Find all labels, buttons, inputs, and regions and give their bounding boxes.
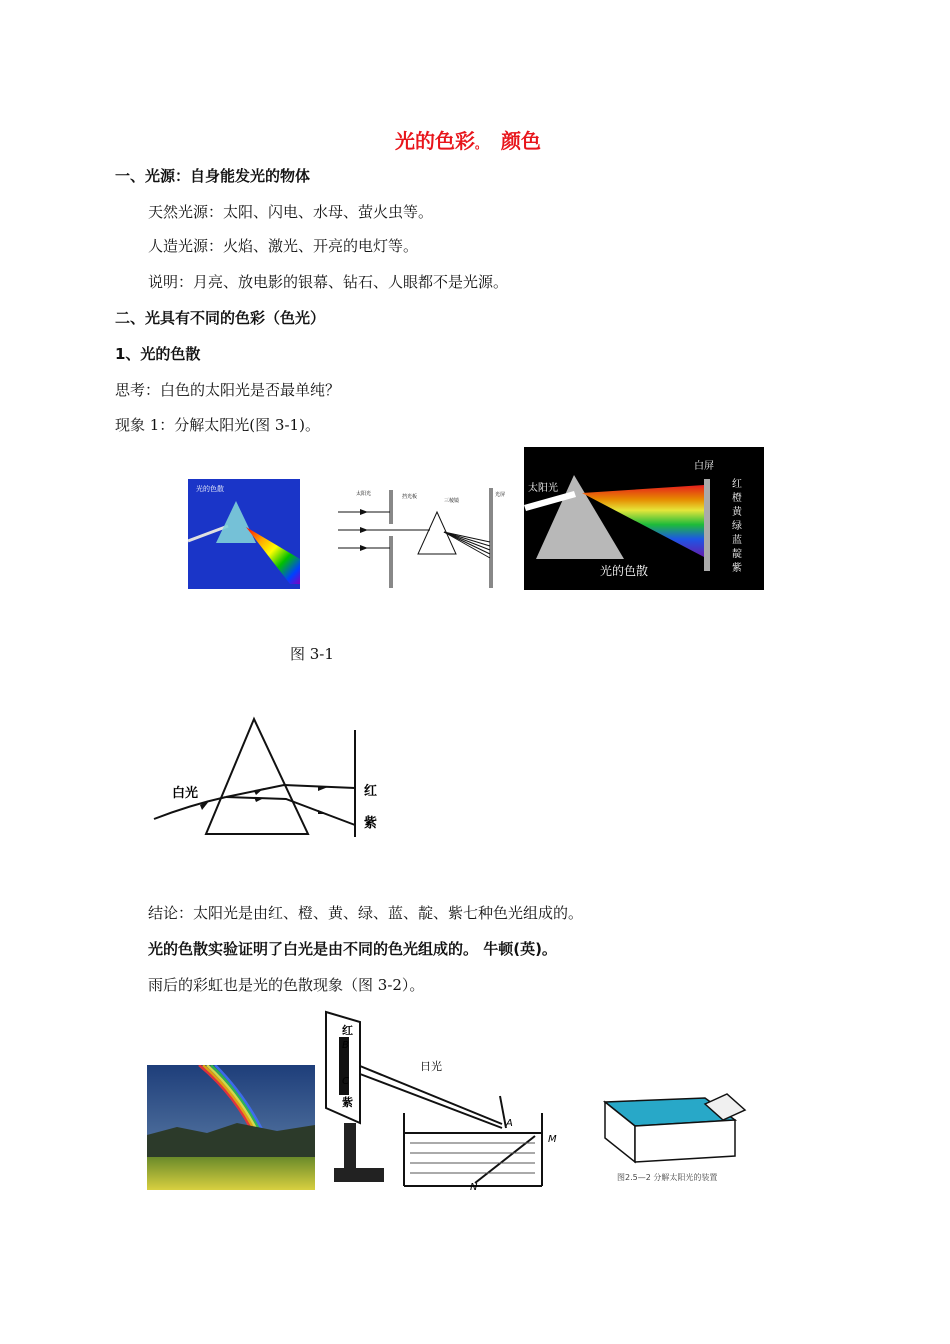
fig1c-color-red: 红 — [732, 479, 742, 490]
figure-sunlight-box-apparatus — [595, 1090, 760, 1190]
section2-heading: 二、光具有不同的色彩（色光） — [115, 309, 326, 327]
fig1c-color-violet: 紫 — [732, 563, 742, 574]
phenomenon-1: 现象 1：分解太阳光(图 3-1)。 — [115, 416, 320, 434]
figure-3-1-caption: 图 3-1 — [290, 645, 334, 663]
fig2-red-label: 红 — [364, 784, 378, 799]
fig1b-screen-label: 光屏 — [495, 492, 506, 498]
fig3b-n-label: N — [470, 1182, 478, 1193]
figure-rainbow-photo — [147, 1065, 315, 1190]
section1-heading: 一、光源：自身能发光的物体 — [115, 167, 311, 185]
figure-prism-blue — [188, 479, 300, 589]
fig1c-color-green: 绿 — [732, 521, 742, 532]
fig3b-sunlight-label: 日光 — [420, 1060, 442, 1073]
fig3b-b-label: B — [342, 1040, 349, 1051]
fig1c-color-yellow: 黄 — [732, 507, 742, 518]
note-non-sources: 说明：月亮、放电影的银幕、钻石、人眼都不是光源。 — [148, 273, 509, 291]
title-dot: 。 — [475, 137, 488, 151]
fig1c-color-orange: 橙 — [732, 493, 742, 504]
fig1b-prism-label: 三棱镜 — [444, 498, 460, 504]
fig1c-color-indigo: 靛 — [732, 549, 742, 560]
think-question: 思考：白色的太阳光是否最单纯？ — [115, 381, 341, 399]
newton-statement: 光的色散实验证明了白光是由不同的色光组成的。 牛顿(英)。 — [148, 940, 557, 958]
fig1a-label: 光的色散 — [196, 485, 224, 493]
fig2-purple-label: 紫 — [364, 816, 378, 831]
fig3b-c-label: C — [342, 1076, 349, 1087]
figure-prism-line-diagram — [338, 484, 518, 590]
figure-prism-ray-diagram — [150, 715, 390, 840]
figure-dispersion-dark — [524, 447, 764, 590]
fig3b-a-label: A — [506, 1118, 513, 1129]
natural-light-sources: 天然光源：太阳、闪电、水母、萤火虫等。 — [148, 203, 434, 221]
fig1c-white-screen-label: 白屏 — [694, 461, 714, 472]
fig3b-purple-label: 紫 — [342, 1096, 353, 1109]
fig1c-color-blue: 蓝 — [732, 535, 742, 546]
page-title — [395, 125, 541, 154]
figure-water-mirror-apparatus — [320, 1008, 565, 1193]
fig3c-caption: 图2.5—2 分解太阳光的装置 — [617, 1173, 718, 1182]
fig3b-m-label: M — [548, 1134, 557, 1145]
fig1c-sunlight-label: 太阳光 — [528, 483, 558, 494]
subsection-dispersion: 1、光的色散 — [115, 345, 201, 363]
title-main: 光的色彩 — [395, 129, 475, 153]
fig1b-slit-label: 挡光板 — [402, 494, 418, 500]
conclusion-text: 结论：太阳光是由红、橙、黄、绿、蓝、靛、紫七种色光组成的。 — [148, 904, 584, 922]
rainbow-text: 雨后的彩虹也是光的色散现象（图 3-2）。 — [148, 976, 425, 994]
fig3b-red-label: 红 — [342, 1024, 353, 1037]
title-sub: 颜色 — [500, 129, 541, 153]
fig2-white-light-label: 白光 — [172, 786, 199, 801]
fig1b-sunlight-label: 太阳光 — [356, 491, 372, 497]
fig1c-caption: 光的色散 — [600, 564, 649, 578]
artificial-light-sources: 人造光源：火焰、激光、开亮的电灯等。 — [148, 237, 419, 255]
